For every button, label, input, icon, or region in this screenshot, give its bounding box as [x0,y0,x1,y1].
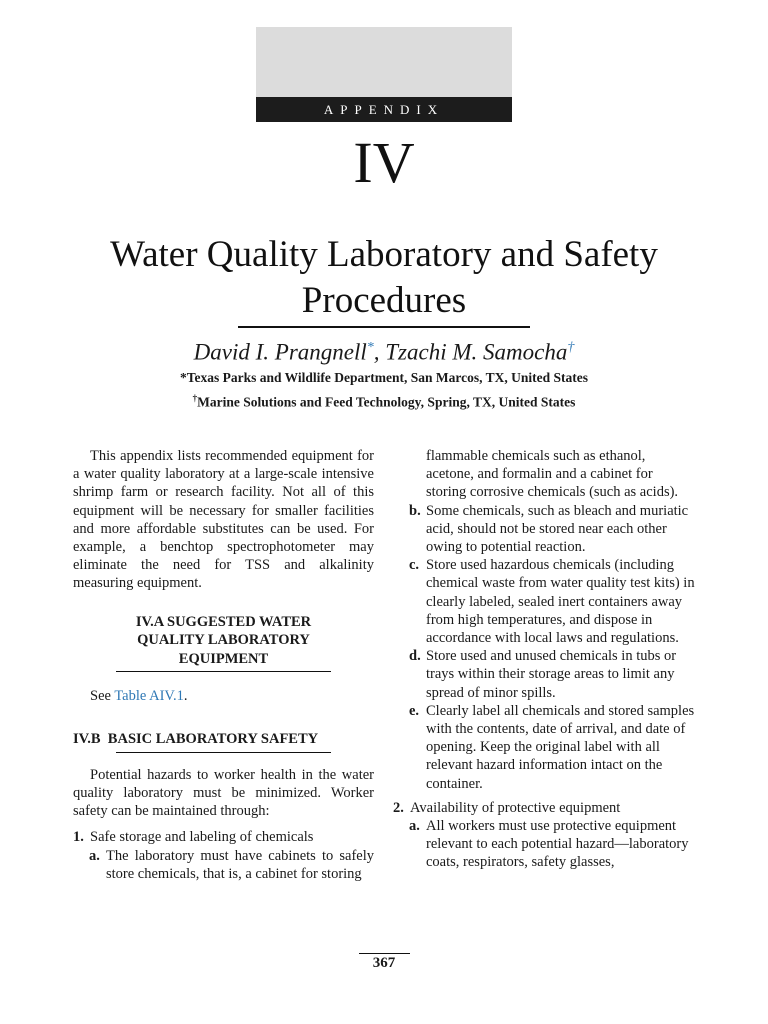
right-column [393,447,695,872]
list-item-2-marker: 2. [393,799,404,816]
author-line [0,333,768,368]
affiliation-2-text: Marine Solutions and Feed Technology, Spring, TX, United States [197,394,576,410]
section-iv-a-line1: IV.A SUGGESTED WATER [135,613,312,630]
list-item-1e-marker: e. [409,702,420,719]
list-item-1e-text: Clearly label all chemicals and stored samples with the contents, date of arrival, and date of opening. Keep the original label with all relevant hazard information intact on the container. [426,702,695,792]
list-item-1a-text: The laboratory must have cabinets to safely store chemicals, that is, a cabinet for storing [106,847,374,882]
list-item-1b-text: Some chemicals, such as bleach and muriatic acid, should not be stored near each other owing to potential reaction. [426,502,689,556]
page-number-rule [359,953,410,954]
intro-paragraph: This appendix lists recommended equipment for a water quality laboratory at a large-scale intensive shrimp farm or research facility. Not all of this equipment will be necessary for smaller facilities and more affordable substitutes can be used. For example, a benchtop spectrophotometer may eliminate the need for TSS and alkalinity measuring equipment. [73,448,374,592]
chapter-title-line2: Procedures [301,280,467,321]
list-item-1 [73,828,374,846]
list-item-2 [393,799,695,817]
affiliation-1-mark: * [179,370,187,385]
section-iv-b-heading [73,730,374,749]
author-1: David I. Prangnell [193,339,367,365]
list-item-2a [393,817,695,872]
author-separator: , [373,339,386,365]
list-item-1-text: Safe storage and labeling of chemicals [90,829,314,846]
section-iv-a-line3: EQUIPMENT [178,650,269,667]
list-item-1a-continued: flammable chemicals such as ethanol, acetone, and formalin and a cabinet for storing corrosive chemicals (such as acids). [426,448,679,501]
list-item-1d-marker: d. [409,648,421,665]
see-suffix: . [183,688,188,705]
chapter-title [60,232,708,324]
affiliation-2-mark: † [192,393,198,403]
section-iv-a-heading [83,613,364,669]
list-item-2a-text: All workers must use protective equipment relevant to each potential hazard—laboratory coats, respirators, safety glasses, [426,818,689,871]
appendix-header-box [256,27,512,122]
list-item-2-text: Availability of protective equipment [410,799,621,816]
list-item-1d [393,647,695,702]
affiliation-1 [0,368,768,388]
list-item-1c [393,556,695,647]
list-item-1c-marker: c. [409,557,420,574]
affiliation-2 [0,388,768,413]
list-item-1a [73,847,374,883]
left-column [73,447,374,883]
chapter-title-line1: Water Quality Laboratory and Safety [110,234,658,275]
author-2-mark[interactable]: † [567,340,575,355]
list-item-1c-text: Store used hazardous chemicals (including chemical waste from water quality test kits) in clearly labeled, sealed inert containers away from high temperatures, and dispose in accordance with local laws and regulations. [426,557,695,647]
section-iv-a-line2: QUALITY LABORATORY [137,632,310,649]
section-iv-b-title: BASIC LABORATORY SAFETY [107,731,319,748]
title-rule [238,326,530,328]
list-item-1e [393,702,695,793]
section-iv-b-number: IV.B [73,731,101,748]
list-item-1b [393,502,695,557]
list-item-1d-text: Store used and unused chemicals in tubs or trays within their storage areas to limit any spread of minor spills. [426,648,677,701]
list-item-1a-marker: a. [89,847,100,864]
list-item-2a-marker: a. [409,818,420,835]
see-prefix: See [90,688,115,705]
author-1-mark[interactable]: * [366,340,374,355]
table-aiv1-link[interactable]: Table AIV.1 [114,688,184,705]
list-item-1b-marker: b. [409,502,421,519]
affiliation-1-text: Texas Parks and Wildlife Department, San Marcos, TX, United States [186,370,589,385]
hazards-paragraph: Potential hazards to worker health in the water quality laboratory must be minimized. Worker safety can be maintained through: [73,766,374,820]
author-2: Tzachi M. Samocha [385,339,568,365]
see-table-line [73,687,374,705]
appendix-label: APPENDIX [256,97,512,122]
list-item-1-marker: 1. [73,829,84,846]
appendix-numeral: IV [353,130,415,195]
page-number: 367 [372,955,396,971]
